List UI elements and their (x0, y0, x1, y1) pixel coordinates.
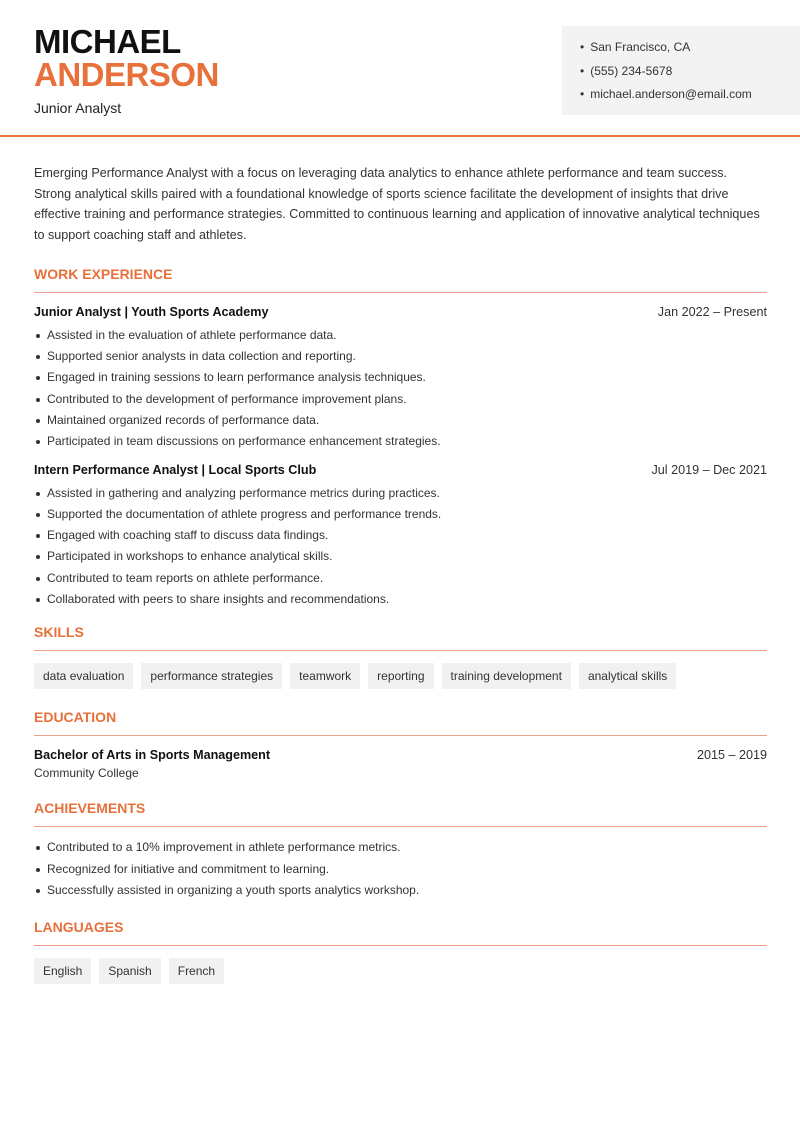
degree: Bachelor of Arts in Sports Management (34, 748, 271, 763)
skill-tag: reporting (368, 663, 433, 689)
achievements-section (34, 800, 767, 901)
list-item: Engaged with coaching staff to discuss data findings. (34, 525, 767, 546)
skill-tag: training development (442, 663, 571, 689)
job-title: Intern Performance Analyst | Local Sports Club (34, 462, 317, 477)
work-experience-section (34, 266, 767, 611)
list-item: Supported senior analysts in data collection and reporting. (34, 346, 767, 367)
resume-header (0, 0, 800, 137)
last-name: ANDERSON (34, 56, 219, 93)
list-item: Maintained organized records of performance data. (34, 410, 767, 431)
contact-location: • San Francisco, CA (580, 39, 800, 63)
school: Community College (34, 766, 139, 781)
list-item: Participated in team discussions on performance enhancement strategies. (34, 431, 767, 452)
section-title: LANGUAGES (34, 919, 767, 946)
job-date: Jul 2019 – Dec 2021 (651, 462, 767, 477)
language-tag: English (34, 958, 91, 984)
list-item: Contributed to a 10% improvement in athlete performance metrics. (34, 837, 767, 858)
education-header (34, 748, 767, 762)
list-item: Assisted in the evaluation of athlete performance data. (34, 325, 767, 346)
list-item: Participated in workshops to enhance analytical skills. (34, 546, 767, 567)
job-header (34, 305, 767, 319)
education-section (34, 709, 767, 780)
list-item: Contributed to the development of performance improvement plans. (34, 389, 767, 410)
section-title: EDUCATION (34, 709, 767, 736)
section-title: ACHIEVEMENTS (34, 800, 767, 827)
list-item: Collaborated with peers to share insights and recommendations. (34, 589, 767, 610)
languages-section (34, 919, 767, 984)
list-item: Recognized for initiative and commitment to learning. (34, 859, 767, 880)
job-header (34, 463, 767, 477)
first-name: MICHAEL (34, 23, 181, 60)
skill-tag: teamwork (290, 663, 360, 689)
job-role: Junior Analyst (34, 100, 122, 116)
list-item: Contributed to team reports on athlete performance. (34, 568, 767, 589)
job-date: Jan 2022 – Present (657, 304, 767, 319)
summary: Emerging Performance Analyst with a focus on leveraging data analytics to enhance athlete performance and team success. Strong analytical skills paired with a foundational knowledge of sports science facilitate the development of insights that drive effective training and performance strategies. Committed to continuous learning and application of innovative analytical techniques to support coaching staff and athletes. (34, 166, 760, 243)
list-item: Supported the documentation of athlete progress and performance trends. (34, 504, 767, 525)
contact-phone: • (555) 234-5678 (580, 63, 800, 87)
job-bullets (34, 325, 767, 453)
skill-tag: data evaluation (34, 663, 133, 689)
skill-tag: performance strategies (141, 663, 282, 689)
contact-box (562, 26, 800, 115)
list-item: Assisted in gathering and analyzing performance metrics during practices. (34, 483, 767, 504)
job-bullets (34, 483, 767, 611)
section-title: WORK EXPERIENCE (34, 266, 767, 293)
section-title: SKILLS (34, 624, 767, 651)
education-date: 2015 – 2019 (696, 748, 767, 763)
job-title: Junior Analyst | Youth Sports Academy (34, 304, 269, 319)
contact-email: • michael.anderson@email.com (580, 86, 800, 110)
skill-tag: analytical skills (579, 663, 676, 689)
list-item: Engaged in training sessions to learn performance analysis techniques. (34, 367, 767, 388)
list-item: Successfully assisted in organizing a youth sports analytics workshop. (34, 880, 767, 901)
language-tag: Spanish (99, 958, 160, 984)
language-tag: French (169, 958, 224, 984)
skills-section (34, 624, 767, 689)
